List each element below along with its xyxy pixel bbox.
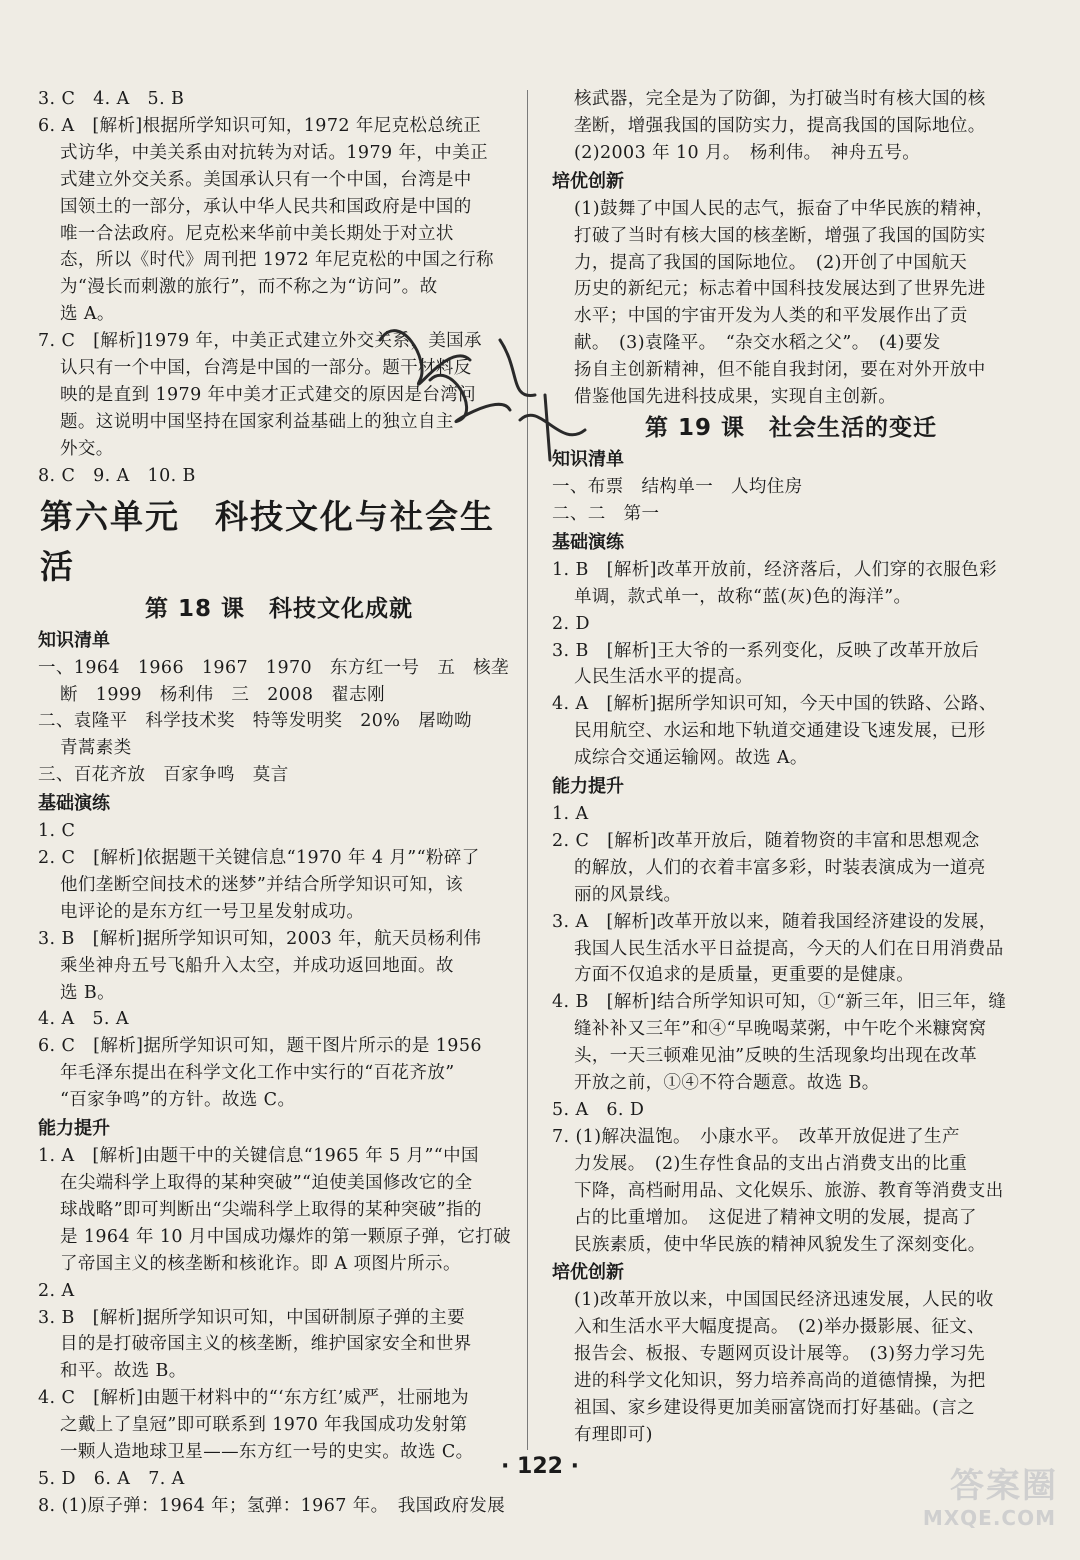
answer-line: 5. D 6. A 7. A — [38, 1468, 185, 1489]
answer-line: 1. C — [38, 821, 76, 842]
answer-line: 民族素质，使中华民族的精神风貌发生了深刻变化。 — [574, 1234, 986, 1255]
answer-line: 力，提高了我国的国际地位。 (2)开创了中国航天 — [574, 252, 968, 273]
answer-line: 1. A — [552, 804, 589, 825]
lesson-title: 第 18 课 科技文化成就 — [144, 595, 414, 622]
answer-line: 1. B [解析]改革开放前，经济落后，人们穿的衣服色彩 — [552, 559, 997, 580]
handwriting-scribble — [360, 300, 600, 470]
answer-line: 打破了当时有核大国的核垄断，增强了我国的国防实 — [574, 225, 986, 246]
answer-line: 三、百花齐放 百家争鸣 莫言 — [38, 765, 289, 786]
answer-line: 扬自主创新精神，但不能自我封闭，要在对外开放中 — [574, 360, 986, 381]
answer-line: 断 1999 杨利伟 三 2008 翟志刚 — [60, 684, 385, 705]
answer-line: 式访华，中美关系由对抗转为对话。1979 年，中美正 — [60, 142, 488, 163]
answer-line: 丽的风景线。 — [574, 884, 682, 905]
answer-line: 2. C [解析]改革开放后，随着物资的丰富和思想观念 — [552, 830, 980, 851]
answer-line: 题。这说明中国坚持在国家利益基础上的独立自主 — [60, 411, 454, 432]
answer-line: 6. A [解析]根据所学知识可知，1972 年尼克松总统正 — [38, 115, 482, 136]
answer-line: 唯一合法政府。尼克松来华前中美长期处于对立状 — [60, 223, 454, 244]
answer-line: 目的是打破帝国主义的核垄断，维护国家安全和世界 — [60, 1334, 472, 1355]
answer-line: 有理即可) — [574, 1424, 653, 1445]
answer-line: 选 A。 — [60, 304, 115, 325]
section-heading: 能力提升 — [552, 776, 624, 798]
answer-line: 是 1964 年 10 月中国成功爆炸的第一颗原子弹，它打破 — [60, 1226, 512, 1247]
answer-line: 进的科学文化知识，努力培养高尚的道德情操，为把 — [574, 1371, 986, 1392]
answer-line: 祖国、家乡建设得更加美丽富饶而打好基础。(言之 — [574, 1398, 976, 1419]
watermark-text: 答案圈 — [950, 1466, 1058, 1506]
answer-line: 国领土的一部分，承认中华人民共和国政府是中国的 — [60, 196, 472, 217]
basic-exercises — [552, 557, 1030, 772]
answer-line: 历史的新纪元；标志着中国科技发展达到了世界先进 — [574, 279, 986, 300]
answer-line: 3. B [解析]据所学知识可知，中国研制原子弹的主要 — [38, 1307, 466, 1328]
answer-line: 7. C [解析]1979 年，中美正式建立外交关系，美国承 — [38, 331, 482, 352]
page-number: · 122 · — [501, 1454, 579, 1479]
answer-line: 4. C [解析]由题干材料中的“‘东方红’威严，壮丽地为 — [38, 1388, 469, 1409]
advanced-innovation-2 — [552, 1287, 1030, 1448]
watermark-url: MXQE.COM — [922, 1506, 1056, 1530]
answer-line: 2. C [解析]依据题干关键信息“1970 年 4 月”“粉碎了 — [38, 848, 480, 869]
answer-line: 力发展。 (2)生存性食品的支出占消费支出的比重 — [574, 1153, 968, 1174]
answer-line: (1)鼓舞了中国人民的志气，振奋了中华民族的精神， — [574, 198, 994, 219]
answer-line: 人民生活水平的提高。 — [574, 667, 753, 688]
column-divider — [527, 90, 528, 1450]
section-heading: 基础演练 — [38, 793, 110, 815]
answer-line: 献。 (3)袁隆平。 “杂交水稻之父”。 (4)要发 — [574, 333, 941, 354]
answer-line: 了帝国主义的核垄断和核讹诈。即 A 项图片所示。 — [60, 1253, 461, 1274]
answer-line: 报告会、板报、专题网页设计展等。 (3)努力学习先 — [574, 1344, 986, 1365]
answer-line: 和平。故选 B。 — [60, 1361, 187, 1382]
answer-line: 在尖端科学上取得的某种突破”“迫使美国修改它的全 — [60, 1173, 473, 1193]
answer-line: (1)改革开放以来，中国国民经济迅速发展，人民的收 — [574, 1290, 994, 1311]
answer-line: 6. C [解析]据所学知识可知，题干图片所示的是 1956 — [38, 1036, 482, 1057]
answer-line: 借鉴他国先进科技成果，实现自主创新。 — [574, 387, 897, 408]
answer-line: 4. B [解析]结合所学知识可知，①“新三年，旧三年，缝 — [552, 992, 1007, 1013]
answer-line: 一、布票 结构单一 人均住房 — [552, 476, 803, 497]
answer-line: 3. B [解析]据所学知识可知，2003 年，航天员杨利伟 — [38, 928, 482, 949]
section-heading: 培优创新 — [552, 170, 624, 192]
answer-line: 核武器，完全是为了防御，为打破当时有核大国的核 — [574, 89, 986, 109]
ability-exercises — [552, 801, 1030, 1258]
answer-line: 青蒿素类 — [60, 738, 132, 759]
answer-line: 7. (1)解决温饱。 小康水平。 改革开放促进了生产 — [552, 1126, 960, 1147]
basic-exercises — [38, 818, 520, 1114]
answer-line: 3. C 4. A 5. B — [38, 89, 185, 109]
answer-line: 开放之前，①④不符合题意。故选 B。 — [574, 1073, 880, 1094]
answer-line: 之戴上了皇冠”即可联系到 1970 年我国成功发射第 — [60, 1415, 468, 1436]
watermark-logo — [912, 1456, 1062, 1546]
answer-line: 2. D — [552, 613, 590, 634]
answer-line: 民用航空、水运和地下轨道交通建设飞速发展，已形 — [574, 721, 986, 742]
answer-line: 他们垄断空间技术的迷梦”并结合所学知识可知，该 — [60, 874, 464, 895]
answer-line: 单调，款式单一，故称“蓝(灰)色的海洋”。 — [574, 586, 912, 607]
answer-line: 头，一天三顿难见油”反映的生活现象均出现在改革 — [574, 1046, 978, 1067]
answer-line: 球战略”即可判断出“尖端科学上取得的某种突破”指的 — [60, 1199, 482, 1220]
answer-line: 外交。 — [60, 438, 114, 459]
answer-line: 占的比重增加。 这促进了精神文明的发展，提高了 — [574, 1207, 977, 1228]
answer-line: 4. A 5. A — [38, 1009, 129, 1030]
answer-line: 二、袁隆平 科学技术奖 特等发明奖 20% 屠呦呦 — [38, 711, 472, 732]
knowledge-list — [38, 655, 520, 790]
right-column — [552, 86, 1030, 1449]
answer-line: 映的是直到 1979 年中美才正式建交的原因是台湾问 — [60, 384, 477, 405]
answer-line: 5. A 6. D — [552, 1100, 645, 1120]
section-heading: 能力提升 — [38, 1118, 110, 1140]
answer-line: 认只有一个中国，台湾是中国的一部分。题干材料反 — [60, 358, 472, 379]
answer-line: 的解放，人们的衣着丰富多彩，时装表演成为一道亮 — [574, 857, 986, 878]
answer-line: 我国人民生活水平日益提高，今天的人们在日用消费品 — [574, 938, 1004, 959]
answer-line: 入和生活水平大幅度提高。 (2)举办摄影展、征文、 — [574, 1317, 986, 1338]
answer-line: 式建立外交关系。美国承认只有一个中国，台湾是中 — [60, 169, 472, 190]
answer-line: 8. (1)原子弹：1964 年；氢弹：1967 年。 我国政府发展 — [38, 1495, 506, 1516]
section-heading: 基础演练 — [552, 531, 624, 553]
section-heading: 知识清单 — [552, 448, 624, 470]
answer-line: 8. C 9. A 10. B — [38, 465, 196, 486]
answer-line: 缝补补又三年”和④“早晚喝菜粥，中午吃个米糠窝窝 — [574, 1019, 987, 1040]
answer-line: 3. A [解析]改革开放以来，随着我国经济建设的发展， — [552, 911, 997, 932]
section-heading: 知识清单 — [38, 629, 110, 651]
answer-line: 水平；中国的宇宙开发为人类的和平发展作出了贡 — [574, 306, 968, 327]
lesson-title: 第 19 课 社会生活的变迁 — [644, 414, 938, 441]
answer-line: 垄断，增强我国的国防实力，提高我国的国际地位。 — [574, 115, 986, 136]
answer-line: 年毛泽东提出在科学文化工作中实行的“百花齐放” — [60, 1063, 455, 1084]
advanced-innovation-1 — [552, 196, 1030, 411]
answer-line: 下降，高档耐用品、文化娱乐、旅游、教育等消费支出 — [574, 1180, 1004, 1201]
knowledge-list — [552, 474, 1030, 528]
answer-line: 选 B。 — [60, 982, 116, 1003]
answer-line: 乘坐神舟五号飞船升入太空，并成功返回地面。故 — [60, 955, 454, 976]
answer-line: 方面不仅追求的是质量，更重要的是健康。 — [574, 965, 915, 986]
section-heading: 培优创新 — [552, 1262, 624, 1284]
answer-line: 2. A — [38, 1280, 75, 1301]
answer-continuation — [552, 86, 1030, 167]
answer-line: 二、二 第一 — [552, 503, 660, 524]
answer-line: 3. B [解析]王大爷的一系列变化，反映了改革开放后 — [552, 640, 980, 661]
answer-line: (2)2003 年 10 月。 杨利伟。 神舟五号。 — [574, 142, 921, 163]
answer-line: 4. A [解析]据所学知识可知，今天中国的铁路、公路、 — [552, 694, 997, 715]
answer-line: 一、1964 1966 1967 1970 东方红一号 五 核垄 — [38, 657, 509, 678]
answer-line: 成综合交通运输网。故选 A。 — [574, 748, 808, 769]
answer-line: 态，所以《时代》周刊把 1972 年尼克松的中国之行称 — [60, 250, 494, 271]
answer-line: “百家争鸣”的方针。故选 C。 — [60, 1090, 296, 1111]
answer-line: 为“漫长而刺激的旅行”，而不称之为“访问”。故 — [60, 277, 438, 298]
answer-line: 一颗人造地球卫星——东方红一号的史实。故选 C。 — [60, 1442, 474, 1463]
answer-line: 电评论的是东方红一号卫星发射成功。 — [60, 901, 365, 922]
answer-line: 1. A [解析]由题干中的关键信息“1965 年 5 月”“中国 — [38, 1146, 479, 1167]
unit-title: 第六单元 科技文化与社会生活 — [40, 496, 495, 586]
